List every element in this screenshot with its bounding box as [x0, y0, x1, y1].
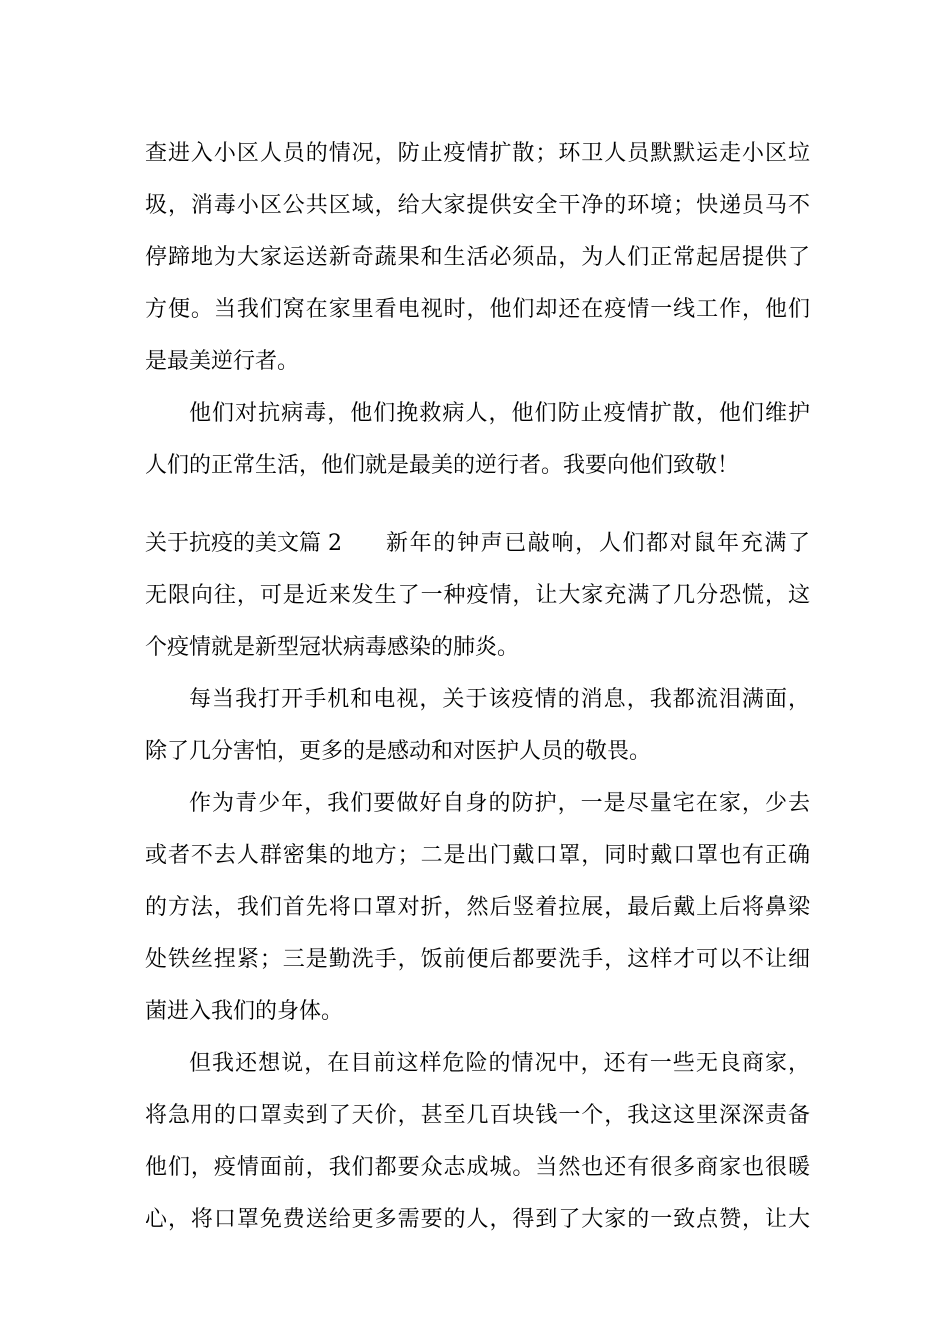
text-line: 菌进入我们的身体。 — [145, 999, 344, 1024]
text-line: 个疫情就是新型冠状病毒感染的肺炎。 — [145, 635, 520, 660]
paragraph-4 — [145, 778, 810, 1038]
section-heading-line — [145, 518, 810, 570]
section-title: 关于抗疫的美文篇 2 — [145, 531, 342, 556]
text-line: 除了几分害怕，更多的是感动和对医护人员的敬畏。 — [145, 739, 652, 764]
text-line: 他们对抗病毒，他们挽救病人，他们防止疫情扩散，他们维护 — [189, 401, 810, 426]
text-line: 但我还想说，在目前这样危险的情况中，还有一些无良商家， — [189, 1051, 810, 1076]
text-line: 他们，疫情面前，我们都要众志成城。当然也还有很多商家也很暖 — [145, 1155, 810, 1180]
section-2 — [145, 518, 810, 674]
text-line: 作为青少年，我们要做好自身的防护，一是尽量宅在家，少去 — [189, 791, 810, 816]
text-line: 停蹄地为大家运送新奇蔬果和生活必须品，为人们正常起居提供了 — [145, 245, 810, 270]
text-line: 每当我打开手机和电视，关于该疫情的消息，我都流泪满面， — [189, 687, 810, 712]
text-line: 将急用的口罩卖到了天价，甚至几百块钱一个，我这这里深深责备 — [145, 1103, 810, 1128]
text-line: 处铁丝捏紧；三是勤洗手，饭前便后都要洗手，这样才可以不让细 — [145, 947, 810, 972]
document-page — [145, 128, 810, 1246]
text-line: 的方法，我们首先将口罩对折，然后竖着拉展，最后戴上后将鼻梁 — [145, 895, 810, 920]
text-line: 是最美逆行者。 — [145, 349, 300, 374]
paragraph-1 — [145, 128, 810, 388]
text-line: 或者不去人群密集的地方；二是出门戴口罩，同时戴口罩也有正确 — [145, 843, 810, 868]
section-gap — [145, 492, 810, 518]
text-line: 圾，消毒小区公共区域，给大家提供安全干净的环境；快递员马不 — [145, 193, 810, 218]
paragraph-3 — [145, 674, 810, 778]
text-line: 无限向往，可是近来发生了一种疫情，让大家充满了几分恐慌，这 — [145, 583, 810, 608]
text-line: 方便。当我们窝在家里看电视时，他们却还在疫情一线工作，他们 — [145, 297, 810, 322]
paragraph-5 — [145, 1038, 810, 1246]
text-line: 人们的正常生活，他们就是最美的逆行者。我要向他们致敬！ — [145, 453, 740, 478]
text-line: 心，将口罩免费送给更多需要的人，得到了大家的一致点赞，让大 — [145, 1207, 810, 1232]
text-line: 查进入小区人员的情况，防止疫情扩散；环卫人员默默运走小区垃 — [145, 141, 810, 166]
paragraph-2 — [145, 388, 810, 492]
text-line: 新年的钟声已敲响，人们都对鼠年充满了 — [386, 531, 810, 556]
